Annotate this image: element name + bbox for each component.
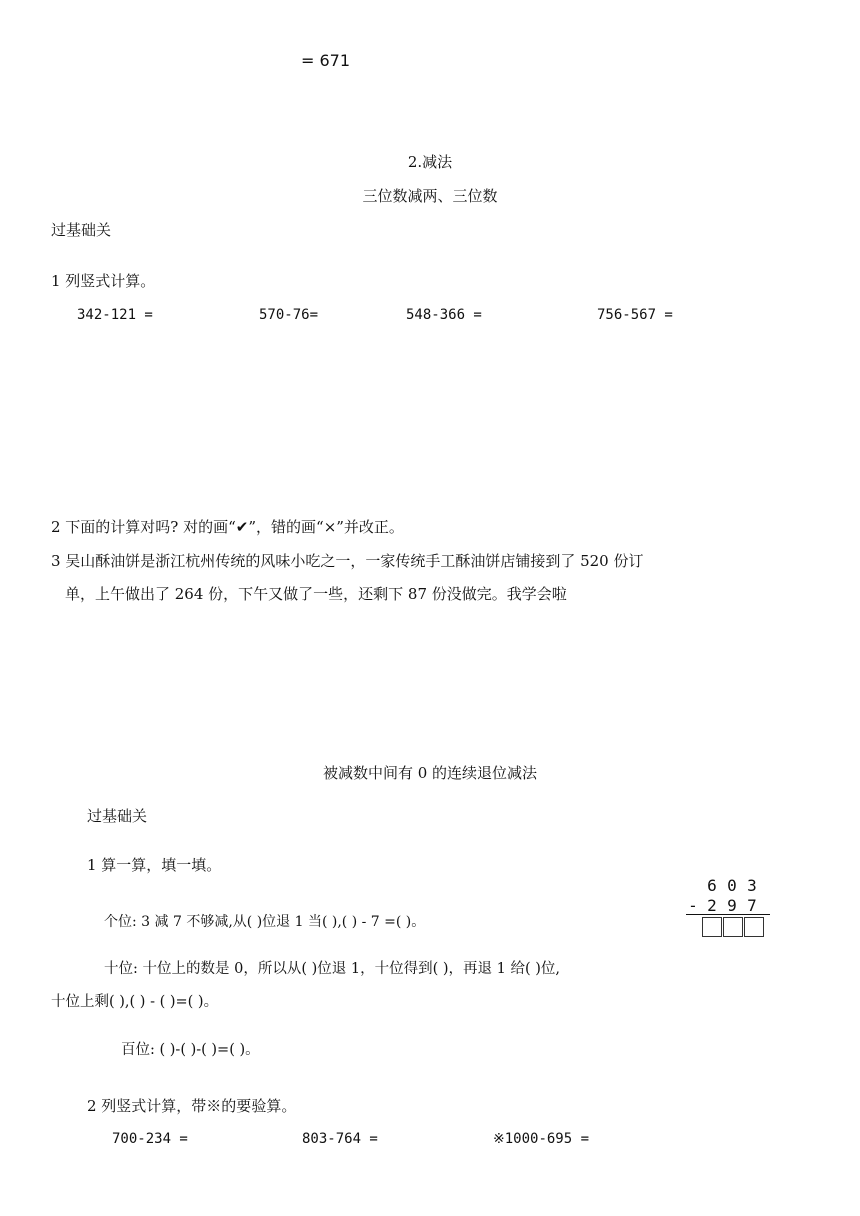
part2-q1-prompt: 1 算一算，填一填。	[87, 856, 222, 874]
subtrahend-digit: 7	[747, 896, 757, 915]
section-subtitle: 三位数减两、三位数	[362, 187, 498, 205]
tens-step-line1: 十位: 十位上的数是 0，所以从( )位退 1，十位得到( )，再退 1 给( )位,	[104, 961, 560, 977]
result-line	[686, 914, 770, 915]
top-result: = 671	[301, 51, 351, 70]
minuend-digit: 3	[747, 876, 757, 895]
q3-line1: 3 吴山酥油饼是浙江杭州传统的风味小吃之一，一家传统手工酥油饼店铺接到了 520 份订	[51, 552, 644, 570]
problem-700-234: 700-234 =	[112, 1131, 188, 1147]
tens-step-line2: 十位上剩( ),( ) - ( )=( )。	[51, 994, 219, 1010]
minuend-digit: 0	[727, 876, 737, 895]
answer-box[interactable]	[702, 917, 722, 937]
ones-step: 个位: 3 减 7 不够减,从( )位退 1 当( ),( ) - 7 =( )。	[104, 914, 426, 930]
hundreds-step: 百位: ( )-( )-( )=( )。	[121, 1042, 260, 1058]
problem-342-121: 342-121 =	[77, 307, 153, 323]
answer-box[interactable]	[723, 917, 743, 937]
q3-line2: 单，上午做出了 264 份，下午又做了一些，还剩下 87 份没做完。我学会啦	[65, 585, 567, 603]
problem-570-76: 570-76=	[259, 307, 319, 323]
problem-803-764: 803-764 =	[302, 1131, 378, 1147]
vertical-subtraction	[684, 876, 774, 946]
answer-box[interactable]	[744, 917, 764, 937]
level-label: 过基础关	[51, 221, 112, 239]
minuend-digit: 6	[707, 876, 717, 895]
q1-prompt: 1 列竖式计算。	[51, 272, 156, 290]
part2-level-label: 过基础关	[87, 807, 148, 825]
section-title: 2.减法	[407, 153, 453, 171]
part2-title: 被减数中间有 0 的连续退位减法	[322, 764, 538, 782]
problem-756-567: 756-567 =	[597, 307, 673, 323]
subtrahend-digit: 9	[727, 896, 737, 915]
minus-sign: -	[688, 896, 698, 915]
problem-548-366: 548-366 =	[406, 307, 482, 323]
part2-q2-prompt: 2 列竖式计算，带※的要验算。	[87, 1097, 297, 1115]
subtrahend-digit: 2	[707, 896, 717, 915]
problem-1000-695: ※1000-695 =	[493, 1131, 590, 1147]
q2-prompt: 2 下面的计算对吗? 对的画“✔”，错的画“×”并改正。	[51, 518, 404, 536]
